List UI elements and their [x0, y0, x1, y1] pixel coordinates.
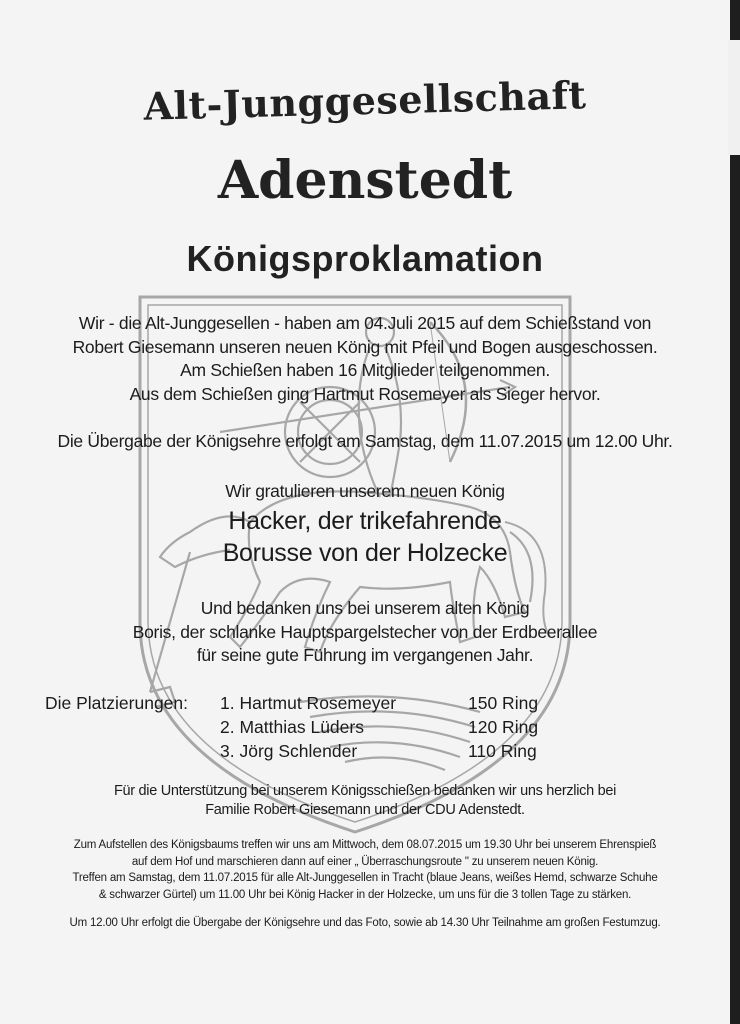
congrats-intro: Wir gratulieren unserem neuen König [225, 481, 505, 501]
new-king-line-2: Borusse von der Holzecke [222, 539, 508, 567]
final-note: Um 12.00 Uhr erfolgt die Übergabe der Königsehre und das Foto, sowie ab 14.30 Uhr Teilnahme am großen Festumzug. [69, 917, 661, 929]
ranking-score: 150 Ring [468, 693, 539, 713]
new-king-line-1: Hacker, der trikefahrende [228, 507, 502, 535]
old-king-line: Boris, der schlanke Hauptspargelstecher von der Erdbeerallee [132, 621, 598, 642]
old-king-paragraph [0, 597, 730, 668]
intro-paragraph [0, 312, 730, 406]
details-line: & schwarzer Gürtel) um 11.00 Uhr bei König Hacker in der Holzecke, um uns für die 3 tollen Tage zu stärken. [98, 888, 632, 901]
details-line: auf dem Hof und marschieren dann auf einer „ Überraschungsroute " zu unserem neuen König. [131, 855, 599, 868]
old-king-line: für seine gute Führung im vergangenen Jahr. [196, 645, 534, 665]
intro-line: Aus dem Schießen ging Hartmut Rosemeyer als Sieger hervor. [129, 383, 601, 404]
old-king-line: Und bedanken uns bei unserem alten König [200, 598, 530, 618]
handover-line: Die Übergabe der Königsehre erfolgt am Samstag, dem 11.07.2015 um 12.00 Uhr. [57, 431, 673, 451]
ranking-score: 120 Ring [468, 717, 539, 737]
thanks-line: Familie Robert Giesemann und der CDU Adenstedt. [205, 802, 525, 818]
ranking-name: 2. Matthias Lüders [220, 717, 364, 737]
club-name: Alt-Junggesellschaft [143, 72, 587, 129]
rankings-label: Die Platzierungen: [45, 693, 188, 713]
ranking-name: 3. Jörg Schlender [220, 741, 358, 761]
details-line: Treffen am Samstag, dem 11.07.2015 für alle Alt-Junggesellen in Tracht (blaue Jeans, weißes Hemd, schwarze Schuhe [72, 872, 658, 884]
town-name: Adenstedt [217, 150, 513, 211]
thanks-paragraph [0, 782, 730, 820]
ranking-name: 1. Hartmut Rosemeyer [220, 693, 397, 713]
ranking-score: 110 Ring [468, 741, 537, 761]
thanks-line: Für die Unterstützung bei unserem Königsschießen bedanken wir uns herzlich bei [113, 783, 617, 799]
document-title: Königsproklamation [186, 238, 544, 279]
intro-line: Robert Giesemann unseren neuen König mit Pfeil und Bogen ausgeschossen. [72, 336, 658, 357]
details-line: Zum Aufstellen des Königsbaums treffen wir uns am Mittwoch, dem 08.07.2015 um 19.30 Uhr bei unserem Ehrenspieß [73, 839, 657, 851]
details-paragraph [0, 837, 730, 903]
intro-line: Am Schießen haben 16 Mitglieder teilgenommen. [180, 360, 550, 380]
intro-line: Wir - die Alt-Junggesellen - haben am 04.Juli 2015 auf dem Schießstand von [78, 313, 652, 333]
